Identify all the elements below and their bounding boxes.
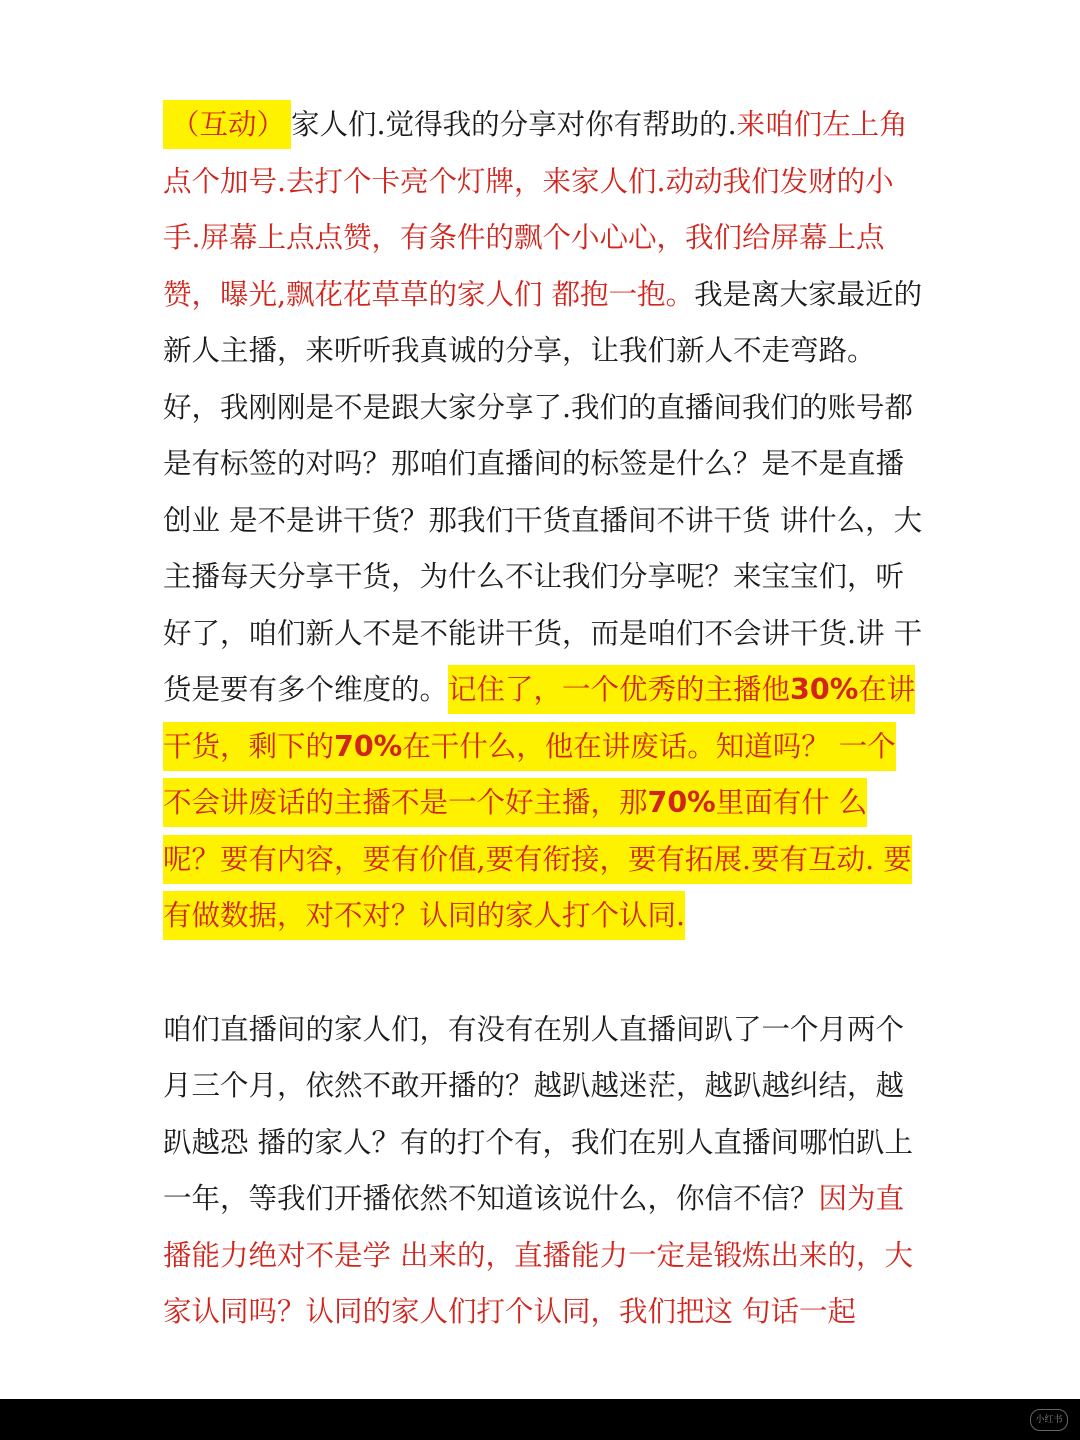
watermark-logo: 小红书 [1030, 1409, 1068, 1431]
sentence-plain-3: 咱们直播间的家人们，有没有在别人直播间趴了一个月两个月三个月，依然不敢开播的？越趴越迷茫，越趴越纠结，越趴越恐 播的家人？有的打个有，我们在别人直播间哪怕趴上一年，等我们开播依然不知道该说什么，你信不信？ [163, 1012, 914, 1215]
highlight-segment-3: 在干什么，他在讲废话。知道吗？ 一个不会讲废话的主播不是一个好主播，那 [163, 722, 896, 828]
document-body [163, 97, 923, 1341]
highlight-number-2: 70% [334, 722, 402, 771]
paragraph-2 [163, 1002, 923, 1341]
paragraph-1 [163, 97, 923, 945]
sentence-red-1: 来咱们左上角点个加号.去打个卡亮个灯牌，来家人们.动动我们发财的小手.屏幕上点点赞，有条件的飘个小心心，我们给屏幕上点赞，曝光,飘花花草草的家人们 都抱一抱。 [163, 108, 908, 311]
sentence-plain-2: 我是离大家最近的新人主播，来听听我真诚的分享，让我们新人不走弯路。好，我刚刚是不是跟大家分享了.我们的直播间我们的账号都是有标签的对吗？那咱们直播间的标签是什么？是不是直播创业 是不是讲干货？那我们干货直播间不讲干货 讲什么，大主播每天分享干货，为什么不让我们分享呢？来宝宝们，听好了，咱们新人不是不能讲干货，而是咱们不会讲干货.讲 干货是要有多个维度的。 [163, 277, 923, 706]
highlight-number-3: 70% [648, 778, 716, 827]
highlight-segment-2: 在讲干货，剩下的 [163, 665, 915, 771]
sentence-plain-1: 家人们.觉得我的分享对你有帮助的. [291, 108, 737, 141]
highlight-segment-4: 里面有什 么呢？要有内容，要有价值,要有衔接，要有拓展.要有互动. 要有做数据，对不对？认同的家人打个认同. [163, 778, 912, 940]
sentence-red-2: 因为直播能力绝对不是学 出来的，直播能力一定是锻炼出来的，大家认同吗？认同的家人们打个认同，我们把这 句话一起 [163, 1182, 914, 1328]
interaction-tag: （互动） [163, 100, 291, 149]
highlight-number-1: 30% [790, 665, 858, 714]
bottom-bar [0, 1399, 1080, 1440]
highlight-segment-1: 记住了，一个优秀的主播他 [448, 665, 790, 714]
